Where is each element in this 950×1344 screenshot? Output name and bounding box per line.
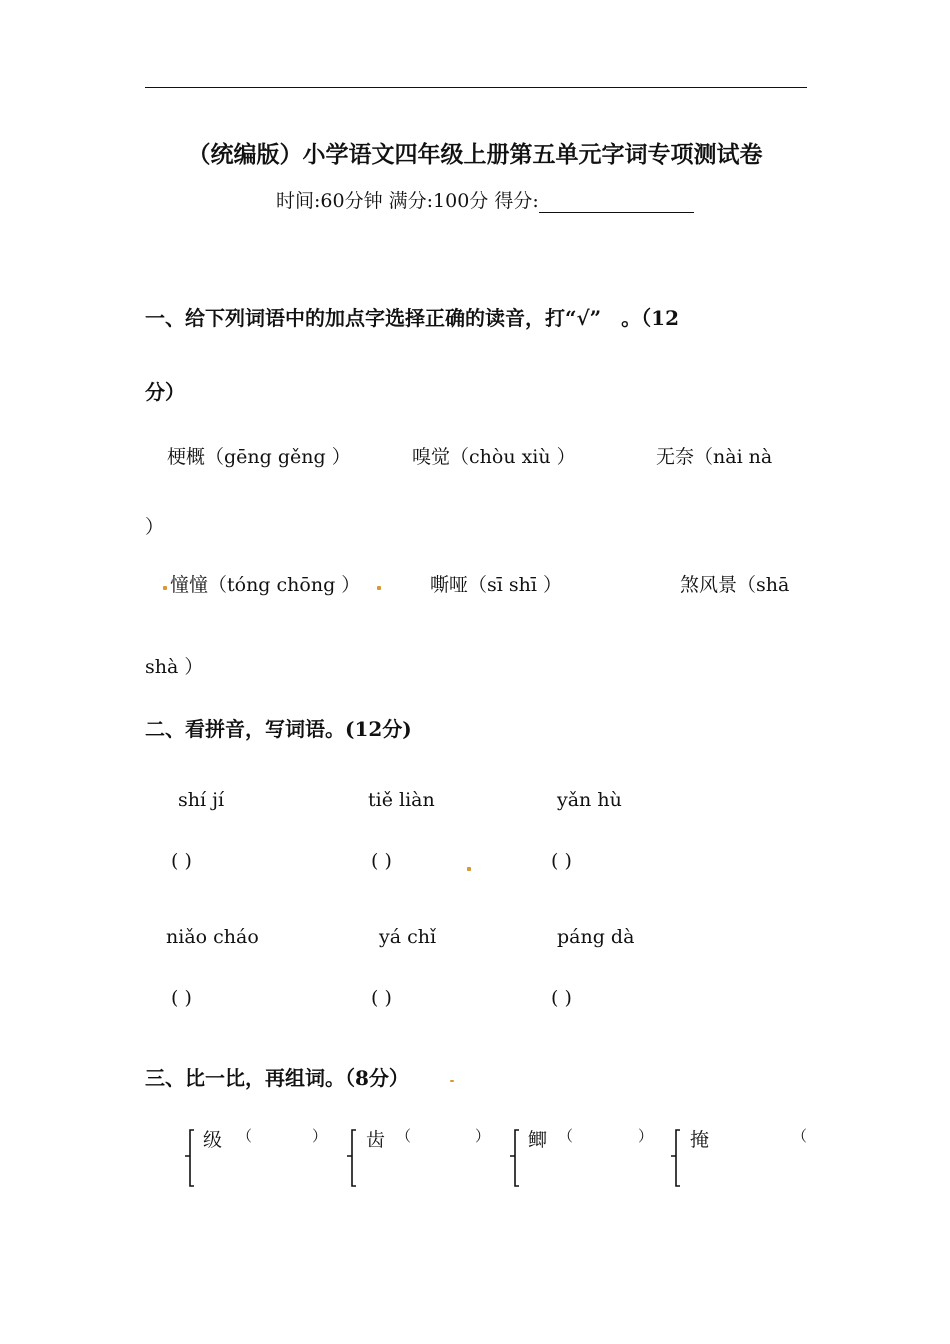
pinyin-choice-wrap: ）: [145, 516, 165, 538]
compare-char: 掩: [690, 1129, 710, 1151]
pinyin-choice-item[interactable]: 煞风景（shā: [680, 574, 790, 596]
section2-heading: 二、看拼音，写词语。(12分): [145, 717, 412, 741]
pinyin-choice-item[interactable]: 无奈（nài nà: [656, 446, 773, 468]
pinyin-prompt: yá chǐ: [379, 926, 437, 948]
answer-blank[interactable]: ( ): [371, 987, 392, 1009]
pinyin-prompt: tiě liàn: [368, 789, 435, 811]
score-blank[interactable]: [539, 195, 694, 213]
paren-open[interactable]: （: [558, 1127, 574, 1145]
emphasis-dot: [467, 867, 471, 871]
emphasis-dot: [377, 586, 381, 590]
pinyin-prompt: páng dà: [557, 926, 635, 948]
pinyin-choice-item[interactable]: 嗅觉（chòu xiù ）: [412, 446, 576, 468]
exam-info-text: 时间:60分钟 满分:100分 得分:: [276, 190, 539, 212]
paren-close: ）: [312, 1127, 328, 1145]
compare-char: 级: [203, 1129, 223, 1151]
page-title: （统编版）小学语文四年级上册第五单元字词专项测试卷: [187, 141, 763, 168]
answer-blank[interactable]: ( ): [371, 850, 392, 872]
brace-icon: [509, 1128, 521, 1188]
answer-blank[interactable]: ( ): [551, 850, 572, 872]
section1-heading: 一、给下列词语中的加点字选择正确的读音，打“√” 。（12: [145, 306, 679, 330]
paren-close: ）: [475, 1127, 491, 1145]
section3-heading: 三、比一比，再组词。（8分）: [145, 1066, 409, 1090]
brace-icon: [670, 1128, 682, 1188]
section1-heading-cont: 分）: [145, 380, 185, 404]
emphasis-dot: [163, 586, 167, 590]
answer-blank[interactable]: ( ): [551, 987, 572, 1009]
exam-info: [276, 186, 694, 213]
emphasis-dot: [450, 1080, 454, 1082]
pinyin-prompt: shí jí: [178, 789, 225, 811]
top-rule: [145, 87, 807, 88]
paren-close: ）: [638, 1127, 654, 1145]
answer-blank[interactable]: ( ): [171, 987, 192, 1009]
compare-char: 齿: [366, 1129, 386, 1151]
pinyin-prompt: niǎo cháo: [166, 926, 259, 948]
paren-open[interactable]: （: [396, 1127, 412, 1145]
pinyin-choice-item[interactable]: 嘶哑（sī shī ）: [430, 574, 562, 596]
pinyin-prompt: yǎn hù: [557, 789, 622, 811]
brace-icon: [184, 1128, 196, 1188]
paren-open[interactable]: （: [792, 1127, 808, 1145]
pinyin-choice-wrap: shà ）: [145, 656, 204, 678]
paren-open[interactable]: （: [237, 1127, 253, 1145]
brace-icon: [346, 1128, 358, 1188]
pinyin-choice-item[interactable]: 梗概（gēng gěng ）: [167, 446, 351, 468]
answer-blank[interactable]: ( ): [171, 850, 192, 872]
compare-char: 鲫: [528, 1129, 548, 1151]
pinyin-choice-item[interactable]: 憧憧（tóng chōng ）: [170, 574, 361, 596]
